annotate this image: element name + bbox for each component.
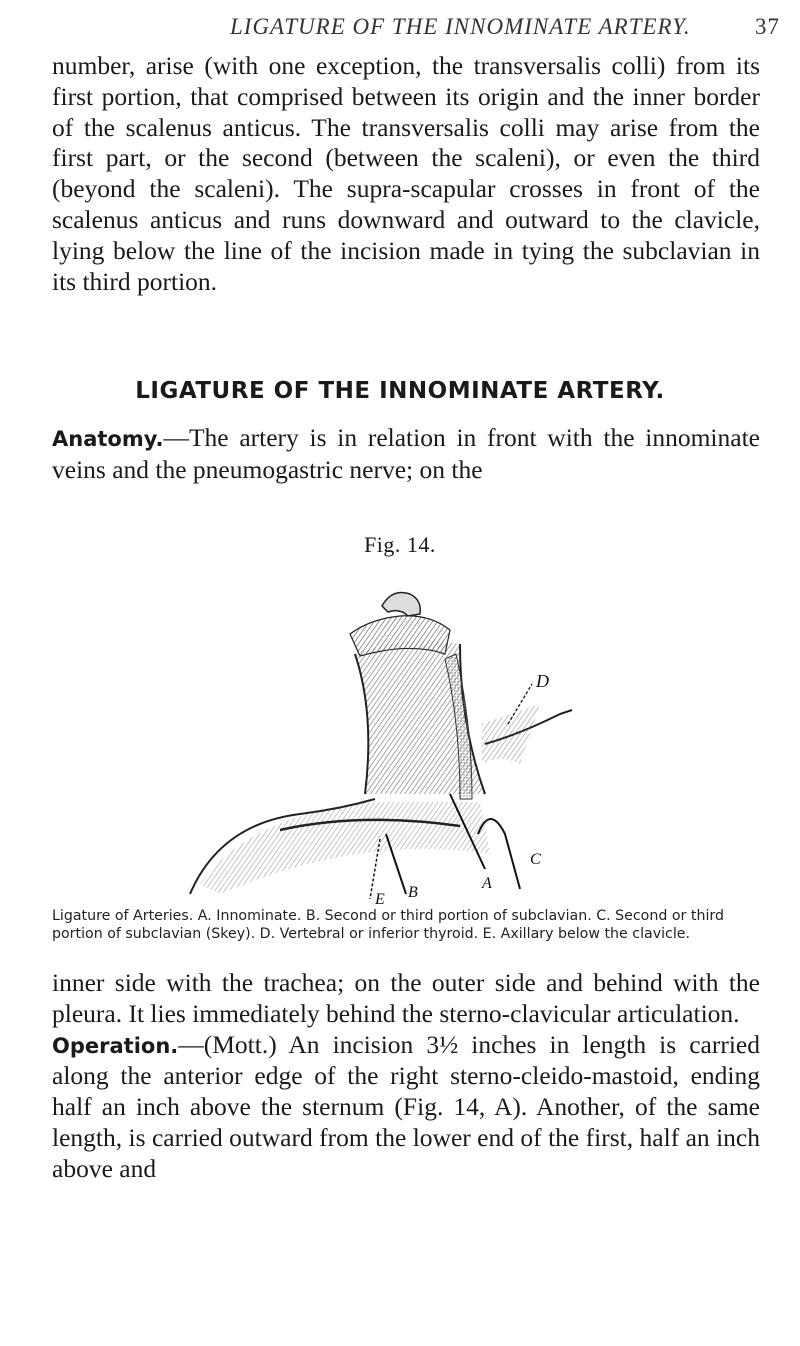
figure-label: Fig. 14. — [364, 532, 436, 557]
section-title: LIGATURE OF THE INNOMINATE ARTERY. — [135, 378, 665, 404]
label-b: B — [408, 884, 418, 901]
neck-anatomy-drawing — [160, 564, 680, 904]
label-a: A — [482, 875, 492, 892]
label-c: C — [530, 851, 541, 868]
chin-outline — [382, 593, 420, 617]
figure-illustration — [160, 564, 680, 904]
label-d: D — [536, 671, 549, 691]
running-header — [120, 14, 780, 46]
anatomy-lead: Anatomy. — [52, 427, 164, 451]
running-head-title: LIGATURE OF THE INNOMINATE ARTERY. — [230, 14, 691, 39]
label-e: E — [375, 891, 385, 904]
chest-shading — [200, 802, 490, 894]
page-number: 37 — [755, 14, 780, 39]
relations-text: inner side with the trachea; on the outer side and behind with the pleura. It lies immediately behind the sterno-clavicular articulation. — [52, 968, 760, 1028]
figure-caption: Ligature of Arteries. A. Innominate. B. Second or third portion of subclavian. C. Second or third portion of subclavian (Skey). D. Vertebral or inferior thyroid. E. Axillary below the clavicle. — [52, 908, 724, 942]
anatomy-text: —The artery is in relation in front with the innominate veins and the pneumogastric nerve; on the — [52, 423, 760, 484]
operation-lead: Operation. — [52, 1033, 179, 1058]
paragraph-relations-operation — [52, 968, 760, 1185]
operation-text: —(Mott.) An incision 3½ inches in length is carried along the anterior edge of the right sterno-cleido-mastoid, ending half an inch above the sternum (Fig. 14, A). Another, of the same length, is carried outward from the lower end of the first, half an inch above and — [52, 1029, 760, 1183]
right-clavicle-region — [482, 704, 540, 764]
paragraph-anatomy — [52, 423, 760, 486]
paragraph-subclavian-branches: number, arise (with one exception, the transversalis colli) from its first portion, that comprised between its origin and the inner border of the scalenus anticus. The transversalis colli may arise from the first part, or the second (between the scaleni), or even the third (beyond the scaleni). The supra-scapular crosses in front of the scalenus anticus and runs downward and outward to the clavicle, lying below the line of the incision made in tying the subclavian in its third portion. — [52, 51, 760, 296]
